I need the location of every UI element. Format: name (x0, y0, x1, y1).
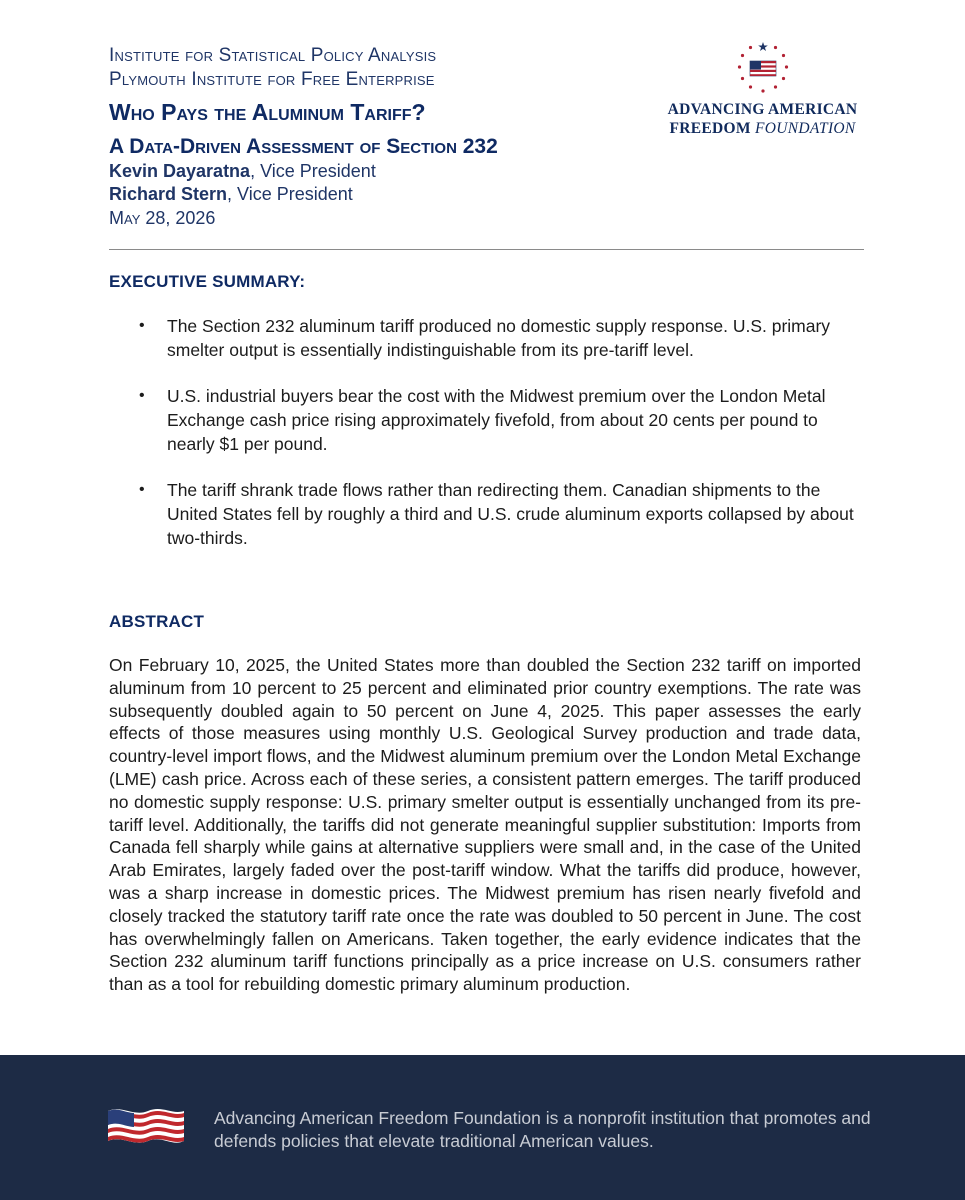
list-item (109, 384, 869, 456)
author-2 (109, 183, 629, 206)
abstract-heading: ABSTRACT (109, 612, 205, 631)
logo-text-bold: FREEDOM (669, 120, 751, 137)
foundation-logo (650, 40, 875, 138)
org-name-2: Plymouth Institute for Free Enterprise (109, 69, 435, 90)
footer-mission-statement: Advancing American Freedom Foundation is a nonprofit institution that promotes and defends policies that elevate traditional American values. (214, 1108, 871, 1151)
waving-flag-icon (108, 1107, 184, 1147)
list-item (109, 478, 869, 550)
bullet-text: The tariff shrank trade flows rather than redirecting them. Canadian shipments to the United States fell by roughly a third and U.S. crude aluminum exports collapsed by about two-thirds. (167, 480, 854, 548)
author-1 (109, 160, 629, 183)
header-divider (109, 249, 864, 250)
document-title: Who Pays the Aluminum Tariff? (109, 99, 426, 125)
bullet-icon: • (139, 387, 145, 404)
document-header (109, 44, 629, 230)
footer-banner (0, 1055, 965, 1200)
publication-date: May 28, 2026 (109, 208, 216, 228)
logo-text-line-1: ADVANCING AMERICAN (667, 101, 858, 118)
stars-and-flag-emblem-icon (735, 40, 791, 96)
executive-summary-list (109, 314, 869, 572)
logo-text-italic: FOUNDATION (754, 120, 856, 137)
bullet-icon: • (139, 481, 145, 498)
logo-text-line-2 (650, 119, 875, 138)
list-item (109, 314, 869, 362)
org-name-1: Institute for Statistical Policy Analysis (109, 45, 437, 66)
bullet-icon: • (139, 317, 145, 334)
document-subtitle: A Data-Driven Assessment of Section 232 (109, 135, 498, 158)
author-role: , Vice President (227, 184, 353, 204)
executive-summary-heading: EXECUTIVE SUMMARY: (109, 272, 306, 291)
author-role: , Vice President (250, 161, 376, 181)
bullet-text: U.S. industrial buyers bear the cost with the Midwest premium over the London Metal Exchange cash price rising approximately fivefold, from about 20 cents per pound to nearly $1 per pound. (167, 386, 826, 454)
author-name: Richard Stern (109, 184, 228, 204)
author-name: Kevin Dayaratna (109, 161, 251, 181)
bullet-text: The Section 232 aluminum tariff produced no domestic supply response. U.S. primary smelter output is essentially indistinguishable from its pre-tariff level. (167, 316, 831, 360)
abstract-text: On February 10, 2025, the United States more than doubled the Section 232 tariff on imported aluminum from 10 percent to 25 percent and eliminated prior country exemptions. The rate was subsequently doubled again to 50 percent on June 4, 2025. This paper assesses the early effects of those measures using monthly U.S. Geological Survey production and trade data, country-level import flows, and the Midwest aluminum premium over the London Metal Exchange (LME) cash price. Across each of these series, a consistent pattern emerges. The tariff produced no domestic supply response: U.S. primary smelter output is essentially unchanged from its pre-tariff level. Additionally, the tariffs did not generate meaningful supplier substitution: Imports from Canada fell sharply while gains at alternative suppliers were small and, in the case of the United Arab Emirates, largely faded over the post-tariff window. What the tariffs did produce, however, was a sharp increase in domestic prices. The Midwest premium has risen nearly fivefold and closely tracked the statutory tariff rate once the rate was doubled to 50 percent in June. The cost has overwhelmingly fallen on Americans. Taken together, the early evidence indicates that the Section 232 aluminum tariff functions principally as a price increase on U.S. consumers rather than as a tool for rebuilding domestic primary aluminum production. (109, 655, 861, 995)
